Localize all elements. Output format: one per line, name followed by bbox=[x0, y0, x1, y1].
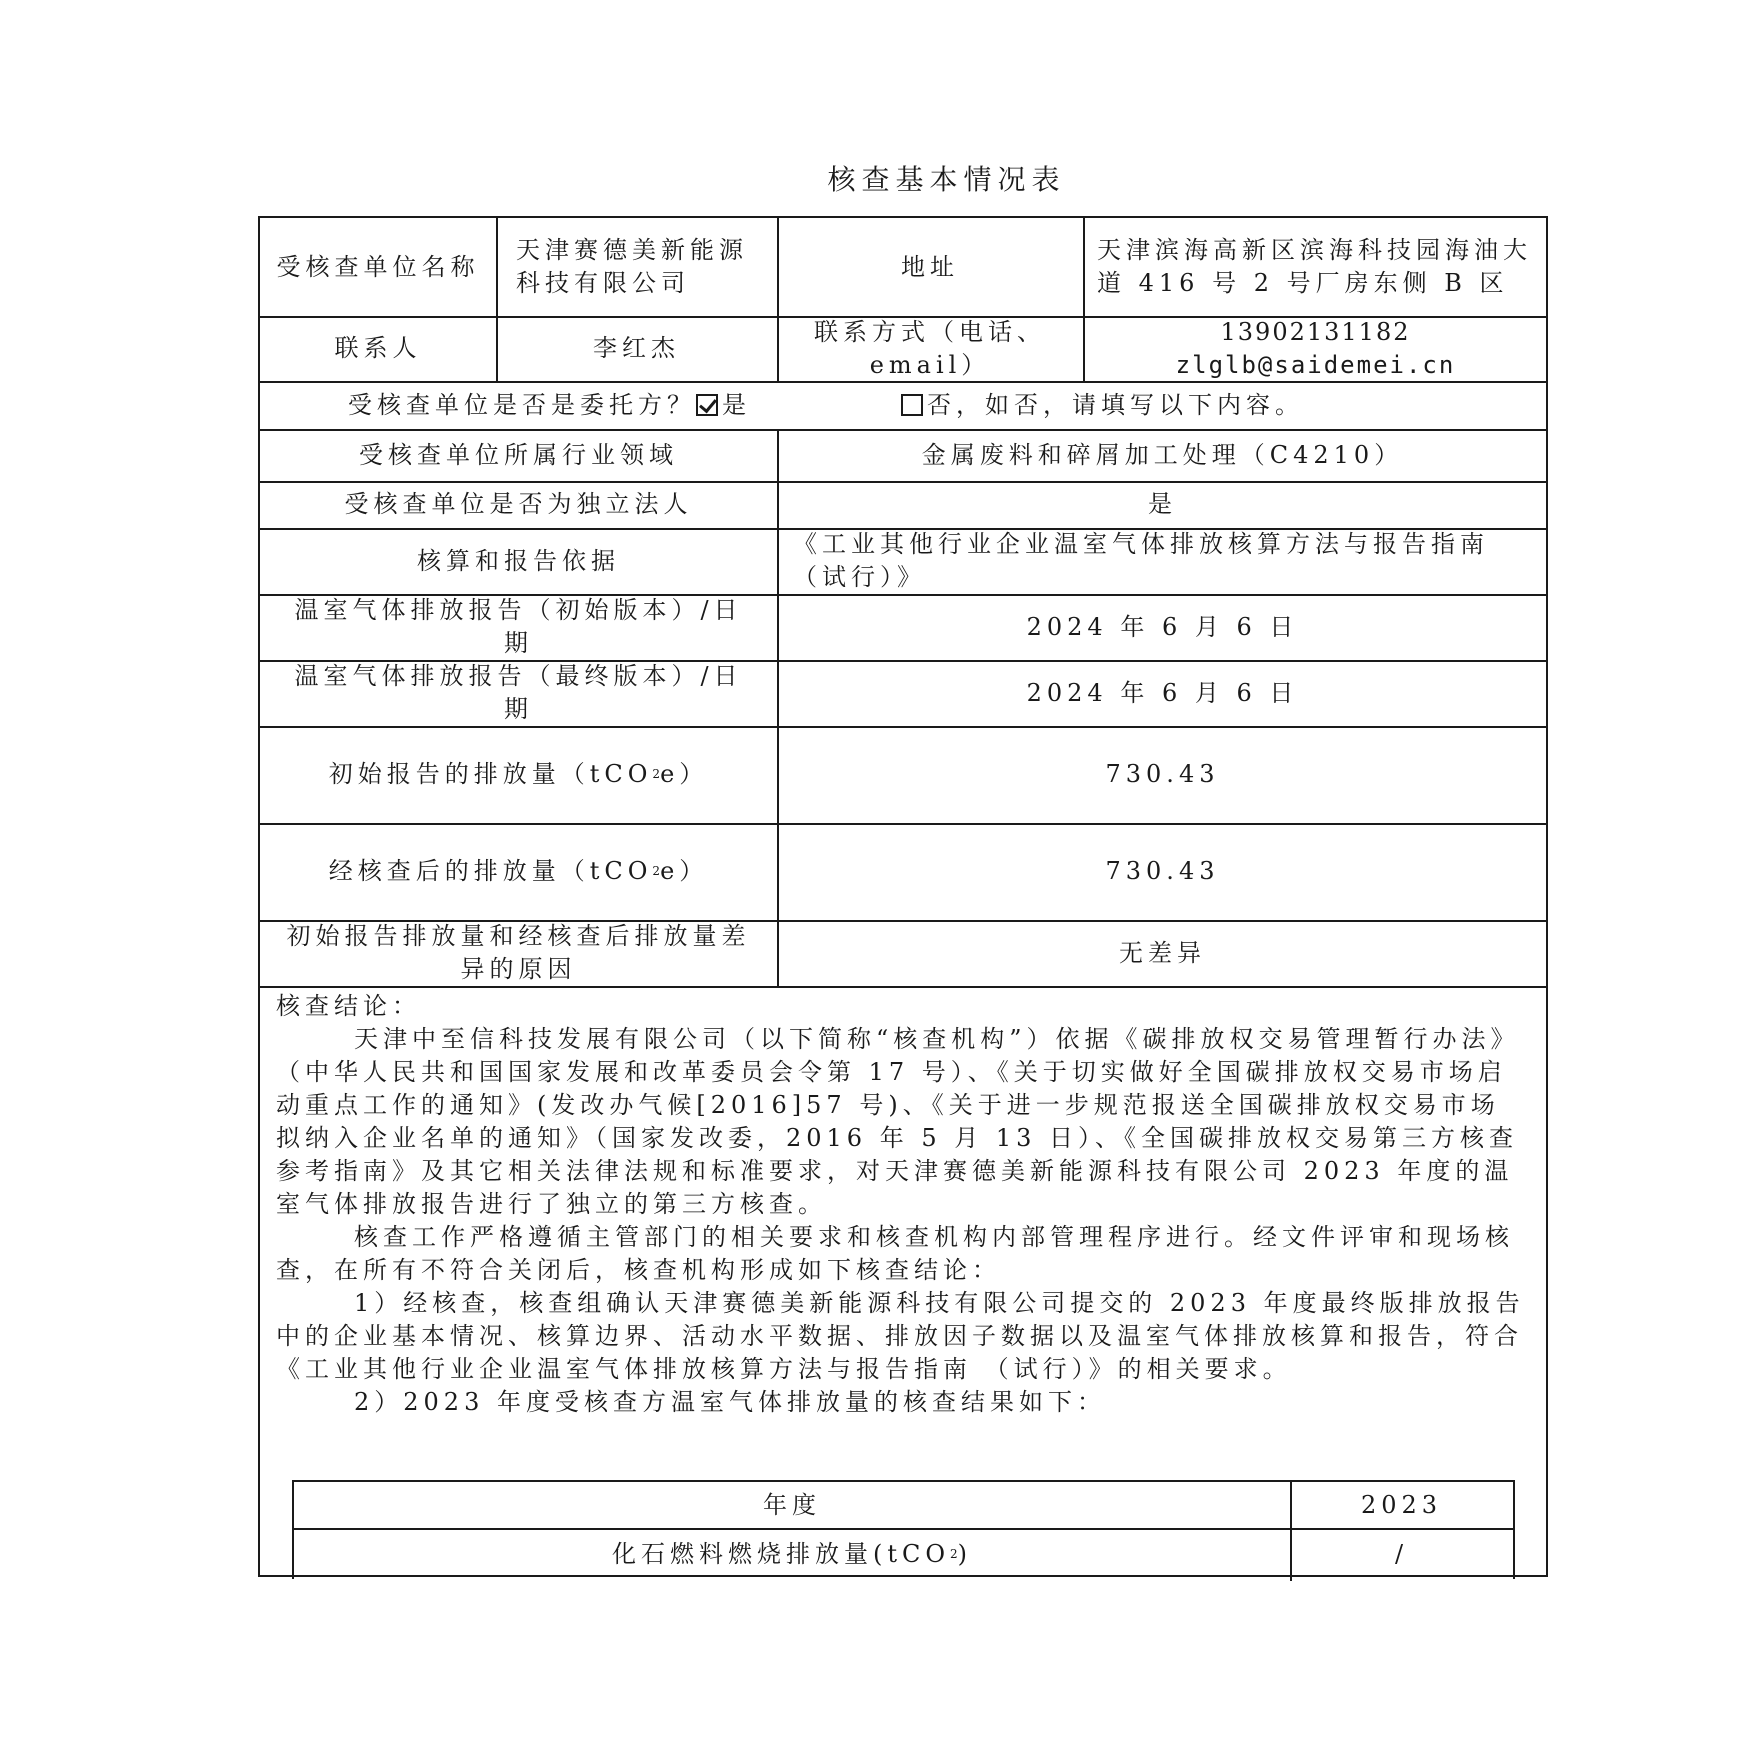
conclusion-heading: 核查结论： bbox=[276, 992, 421, 1020]
basis-label: 核算和报告依据 bbox=[417, 546, 620, 575]
unit-name-label: 受核查单位名称 bbox=[276, 252, 480, 281]
row-divider bbox=[260, 986, 1546, 988]
legal-person-value: 是 bbox=[1148, 490, 1177, 518]
conclusion-paragraph: 2）2023 年度受核查方温室气体排放量的核查结果如下： bbox=[354, 1388, 1106, 1416]
conclusion-paragraph: 核查工作严格遵循主管部门的相关要求和核查机构内部管理程序进行。经文件评审和现场核查，在所有不符合关闭后，核查机构形成如下核查结论： bbox=[276, 1223, 1514, 1284]
fossil-fuel-emission-label: 化石燃料燃烧排放量(tCO 2 ) bbox=[611, 1540, 973, 1568]
conclusion-paragraph: 1）经核查，核查组确认天津赛德美新能源科技有限公司提交的 2023 年度最终版排放报告中的企业基本情况、核算边界、活动水平数据、排放因子数据以及温室气体排放核算和报告，符合《工业其他行业企业温室气体排放核算方法与报告指南 （试行）》的相关要求。 bbox=[276, 1289, 1525, 1383]
page-title: 核查基本情况表 bbox=[827, 163, 1066, 196]
verification-conclusion bbox=[276, 990, 1526, 1419]
final-report-label: 温室气体排放报告（最终版本）/日期 bbox=[294, 662, 743, 723]
checkbox-no[interactable] bbox=[901, 394, 923, 416]
industry-value: 金属废料和碎屑加工处理（C4210） bbox=[921, 440, 1404, 469]
entrust-row bbox=[260, 381, 1548, 429]
verified-emission-value: 730.43 bbox=[1105, 857, 1220, 885]
difference-reason-label: 初始报告排放量和经核查后排放量差异的原因 bbox=[286, 922, 751, 983]
entrust-no-label: 否，如否，请填写以下内容。 bbox=[927, 390, 1304, 419]
checkbox-yes[interactable] bbox=[696, 394, 718, 416]
email-address: zlglb@saidemei.cn bbox=[1175, 350, 1456, 379]
year-label: 年度 bbox=[763, 1490, 821, 1519]
entrust-yes-label: 是 bbox=[722, 390, 751, 419]
legal-person-label: 受核查单位是否为独立法人 bbox=[344, 490, 693, 518]
industry-label: 受核查单位所属行业领域 bbox=[359, 440, 678, 469]
result-table bbox=[292, 1480, 1515, 1579]
fossil-fuel-emission-value: / bbox=[1394, 1540, 1409, 1568]
initial-report-date: 2024 年 6 月 6 日 bbox=[1026, 612, 1299, 641]
initial-emission-value: 730.43 bbox=[1105, 760, 1220, 788]
final-report-date: 2024 年 6 月 6 日 bbox=[1026, 678, 1299, 707]
conclusion-paragraph: 天津中至信科技发展有限公司（以下简称“核查机构”）依据《碳排放权交易管理暂行办法》（中华人民共和国国家发展和改革委员会令第 17 号）、《关于切实做好全国碳排放权交易市场启动重点工作的通知》(发改办气候[2016]57 号)、《关于进一步规范报送全国碳排放权交易市场拟纳入企业名单的通知》（国家发改委，2016 年 5 月 13 日）、《全国碳排放权交易第三方核查参考指南》及其它相关法律法规和标准要求，对天津赛德美新能源科技有限公司 2023 年度的温室气体排放报告进行了独立的第三方核查。 bbox=[276, 1025, 1520, 1218]
contact-method-label: 联系方式（电话、email） bbox=[814, 317, 1046, 379]
initial-emission-label: 初始报告的排放量（tCO 2 e） bbox=[328, 760, 709, 788]
verified-emission-label: 经核查后的排放量（tCO 2 e） bbox=[328, 857, 709, 885]
verification-summary-table bbox=[258, 216, 1548, 1577]
address-label: 地址 bbox=[901, 252, 959, 281]
basis-value: 《工业其他行业企业温室气体排放核算方法与报告指南 （试行）》 bbox=[793, 530, 1489, 591]
contact-method-value bbox=[1083, 316, 1548, 381]
entrust-question: 受核查单位是否是委托方？ bbox=[348, 390, 696, 419]
contact-person-label: 联系人 bbox=[334, 334, 422, 362]
address-value: 天津滨海高新区滨海科技园海油大道 416 号 2 号厂房东侧 B 区 bbox=[1097, 236, 1532, 297]
unit-name-value: 天津赛德美新能源科技有限公司 bbox=[516, 236, 748, 297]
contact-person-value: 李红杰 bbox=[593, 334, 680, 362]
initial-report-label: 温室气体排放报告（初始版本）/日期 bbox=[294, 596, 743, 657]
year-value: 2023 bbox=[1360, 1490, 1443, 1519]
phone-number: 13902131182 bbox=[1220, 317, 1411, 346]
difference-reason-value: 无差异 bbox=[1119, 938, 1206, 967]
